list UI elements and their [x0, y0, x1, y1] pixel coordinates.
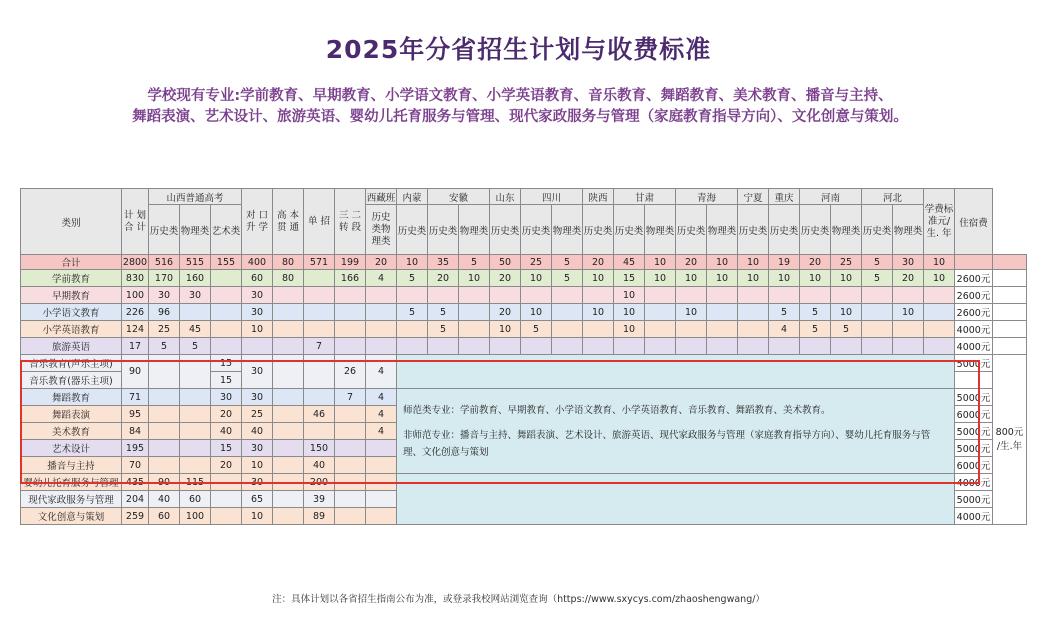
header-sichuan: 四川	[521, 189, 583, 205]
table-cell	[769, 338, 800, 355]
major-type-note	[397, 389, 955, 474]
header-qinghai: 青海	[676, 189, 738, 205]
header-fee: 学费标 准元/生. 年	[924, 189, 955, 255]
table-cell: 10	[521, 270, 552, 287]
table-cell: 10	[242, 321, 273, 338]
header-ah-history: 历史类	[428, 205, 459, 255]
table-cell: 5	[149, 338, 180, 355]
table-cell	[800, 287, 831, 304]
table-cell	[428, 287, 459, 304]
table-cell: 170	[149, 270, 180, 287]
table-cell	[552, 287, 583, 304]
header-xizang-sub: 历史 类物 理类	[366, 205, 397, 255]
table-cell	[335, 338, 366, 355]
header-ah-physics: 物理类	[459, 205, 490, 255]
header-anhui: 安徽	[428, 189, 490, 205]
table-cell: 60	[242, 270, 273, 287]
table-cell: 5	[397, 304, 428, 321]
table-cell	[273, 321, 304, 338]
table-cell	[738, 338, 769, 355]
table-cell	[707, 338, 738, 355]
table-cell	[924, 304, 955, 321]
table-cell	[645, 338, 676, 355]
table-cell: 20	[428, 270, 459, 287]
table-cell	[459, 338, 490, 355]
header-dorm: 住宿费	[955, 189, 993, 255]
table-cell	[924, 321, 955, 338]
header-hb-history: 历史类	[862, 205, 893, 255]
table-cell	[676, 321, 707, 338]
table-cell: 10	[831, 304, 862, 321]
table-cell: 10	[893, 304, 924, 321]
header-qh-physics: 物理类	[707, 205, 738, 255]
table-cell: 5	[800, 304, 831, 321]
header-qh-history: 历史类	[676, 205, 707, 255]
table-cell	[335, 321, 366, 338]
table-cell	[397, 338, 428, 355]
table-cell	[738, 287, 769, 304]
table-row-dance-education: 舞蹈教育 71 30 30 7 4 师范类专业：学前教育、早期教育、小学语文教育、小学英语教育、音乐教育、舞蹈教育、美术教育。 非师范专业：播音与主持、舞蹈表演、艺术设计、旅游英语、现代家政服务与管理（家庭教育指导方向）、婴幼儿托育服务与管理、文化创意与策划 5000元	[21, 389, 1027, 406]
table-row-art-design: 艺术设计 195 15 30 150 5000元	[21, 440, 1027, 457]
header-hebei: 河北	[862, 189, 924, 205]
table-cell: 10	[583, 270, 614, 287]
table-cell	[180, 304, 211, 321]
table-cell	[211, 287, 242, 304]
header-shaanxi: 陕西	[583, 189, 614, 205]
header-sc-physics: 物理类	[552, 205, 583, 255]
table-cell: 17	[122, 338, 149, 355]
table-cell: 30	[149, 287, 180, 304]
total-row: 合计 2800 516 515 155 400 80 571 199 20 10 35 5 50 25 5 20 45 10 20 10 10 19 20 25 5 30 10	[21, 255, 1027, 270]
table-row	[21, 321, 1027, 338]
table-cell	[862, 321, 893, 338]
table-cell	[862, 338, 893, 355]
table-cell: 830	[122, 270, 149, 287]
table-cell	[676, 338, 707, 355]
table-cell: 4	[366, 270, 397, 287]
header-snx-history: 历史类	[583, 205, 614, 255]
header-henan: 河南	[800, 189, 862, 205]
table-row	[21, 338, 1027, 355]
header-gs-history: 历史类	[614, 205, 645, 255]
header-sx-art: 艺术类	[211, 205, 242, 255]
row-category: 早期教育	[21, 287, 122, 304]
table-cell: 7	[304, 338, 335, 355]
table-cell	[614, 338, 645, 355]
table-cell	[304, 287, 335, 304]
header-row-1	[21, 189, 1027, 205]
row-category: 小学语文教育	[21, 304, 122, 321]
table-cell: 5	[769, 304, 800, 321]
table-row-cultural-creative: 文化创意与策划 259 60 100 10 89 4000元	[21, 508, 1027, 525]
table-cell	[211, 270, 242, 287]
header-sanerzhuan: 三 二 转 段	[335, 189, 366, 255]
table-row-music-instrument: 音乐教育(器乐主项) 15	[21, 372, 1027, 389]
table-cell: 10	[614, 287, 645, 304]
table-cell: 10	[459, 270, 490, 287]
table-cell: 45	[180, 321, 211, 338]
table-cell: 5	[428, 321, 459, 338]
table-cell	[428, 338, 459, 355]
row-category: 旅游英语	[21, 338, 122, 355]
table-row	[21, 270, 1027, 287]
header-sd-history: 历史类	[490, 205, 521, 255]
row-category: 学前教育	[21, 270, 122, 287]
table-cell	[924, 338, 955, 355]
header-ningxia: 宁夏	[738, 189, 769, 205]
table-cell	[211, 304, 242, 321]
header-hn-history: 历史类	[800, 205, 831, 255]
header-nx-history: 历史类	[738, 205, 769, 255]
table-cell	[800, 338, 831, 355]
header-hb-physics: 物理类	[893, 205, 924, 255]
table-cell: 5	[831, 321, 862, 338]
table-cell: 20	[490, 270, 521, 287]
table-cell: 10	[490, 321, 521, 338]
table-cell	[738, 304, 769, 321]
table-cell	[366, 321, 397, 338]
table-cell: 96	[149, 304, 180, 321]
header-gaoben: 高 本 贯 通	[273, 189, 304, 255]
table-cell	[459, 321, 490, 338]
table-row-broadcasting: 播音与主持 70 20 10 40 6000元	[21, 457, 1027, 474]
table-cell: 25	[149, 321, 180, 338]
header-shanxi: 山西普通高考	[149, 189, 242, 205]
table-cell	[583, 321, 614, 338]
table-cell	[335, 287, 366, 304]
table-cell	[304, 270, 335, 287]
table-cell	[893, 287, 924, 304]
footnote: 注：具体计划以各省招生指南公布为准，或登录我校网站浏览查询（https://www.sxycys.com/zhaoshengwang/）	[272, 594, 765, 605]
header-sx-physics: 物理类	[180, 205, 211, 255]
table-cell: 10	[614, 321, 645, 338]
table-cell: 10	[614, 304, 645, 321]
table-cell: 166	[335, 270, 366, 287]
table-cell	[676, 287, 707, 304]
table-cell	[459, 304, 490, 321]
non-normal-majors-note: 非师范专业：播音与主持、舞蹈表演、艺术设计、旅游英语、现代家政服务与管理（家庭教育指导方向）、婴幼儿托育服务与管理、文化创意与策划	[403, 429, 931, 458]
table-cell: 10	[645, 270, 676, 287]
table-cell	[552, 338, 583, 355]
row-fee: 2600元	[955, 287, 993, 304]
table-cell	[242, 338, 273, 355]
table-cell: 10	[707, 270, 738, 287]
table-row-fine-art: 美术教育 84 40 40 4 5000元	[21, 423, 1027, 440]
table-cell	[490, 338, 521, 355]
header-chongqing: 重庆	[769, 189, 800, 205]
table-cell: 160	[180, 270, 211, 287]
header-cq-history: 历史类	[769, 205, 800, 255]
header-plan-total: 计 划 合 计	[122, 189, 149, 255]
table-cell	[707, 321, 738, 338]
table-cell: 5	[552, 270, 583, 287]
row-category: 小学英语教育	[21, 321, 122, 338]
table-cell: 5	[428, 304, 459, 321]
table-cell	[583, 338, 614, 355]
table-row-household: 现代家政服务与管理 204 40 60 65 39 5000元	[21, 491, 1027, 508]
table-cell	[490, 287, 521, 304]
table-cell	[707, 304, 738, 321]
table-cell: 30	[180, 287, 211, 304]
header-neimeng: 内蒙	[397, 189, 428, 205]
table-cell	[583, 287, 614, 304]
table-cell	[924, 287, 955, 304]
table-cell	[552, 321, 583, 338]
page-title: 2025年分省招生计划与收费标准	[325, 35, 712, 64]
table-cell: 10	[521, 304, 552, 321]
table-cell: 15	[614, 270, 645, 287]
table-cell: 20	[490, 304, 521, 321]
majors-line-1: 学校现有专业:学前教育、早期教育、小学语文教育、小学英语教育、音乐教育、舞蹈教育、美术教育、播音与主持、	[147, 88, 893, 104]
majors-line-2: 舞蹈表演、艺术设计、旅游英语、婴幼儿托育服务与管理、现代家政服务与管理（家庭教育指导方向）、文化创意与策划。	[132, 109, 908, 125]
table-cell	[366, 287, 397, 304]
table-cell	[521, 287, 552, 304]
table-cell: 10	[676, 304, 707, 321]
header-xizang: 西藏班	[366, 189, 397, 205]
table-cell: 30	[242, 304, 273, 321]
table-cell	[645, 287, 676, 304]
table-cell	[273, 338, 304, 355]
table-cell	[862, 287, 893, 304]
table-cell	[645, 304, 676, 321]
table-cell: 30	[242, 287, 273, 304]
table-row	[21, 287, 1027, 304]
header-shandong: 山东	[490, 189, 521, 205]
table-cell	[211, 338, 242, 355]
table-cell	[366, 304, 397, 321]
table-cell	[521, 338, 552, 355]
enrollment-plan-table	[20, 188, 1027, 525]
table-cell	[273, 287, 304, 304]
table-cell: 20	[893, 270, 924, 287]
table-cell: 10	[924, 270, 955, 287]
row-fee: 4000元	[955, 338, 993, 355]
header-category: 类别	[21, 189, 122, 255]
header-nm-history: 历史类	[397, 205, 428, 255]
header-gansu: 甘肃	[614, 189, 676, 205]
normal-majors-note: 师范类专业：学前教育、早期教育、小学语文教育、小学英语教育、音乐教育、舞蹈教育、美术教育。	[403, 404, 831, 416]
table-cell	[862, 304, 893, 321]
table-cell: 5	[800, 321, 831, 338]
table-row-infant-care: 婴幼儿托育服务与管理 435 90 115 30 200 4000元	[21, 474, 1027, 491]
table-cell	[738, 321, 769, 338]
dorm-fee: 800元 /生.年	[993, 355, 1027, 525]
header-danzhao: 单 招	[304, 189, 335, 255]
table-cell	[552, 304, 583, 321]
header-duikou: 对 口 升 学	[242, 189, 273, 255]
table-cell: 10	[738, 270, 769, 287]
table-cell: 4	[769, 321, 800, 338]
table-cell: 5	[180, 338, 211, 355]
table-cell	[831, 338, 862, 355]
table-cell	[893, 338, 924, 355]
table-cell	[459, 287, 490, 304]
row-fee: 4000元	[955, 321, 993, 338]
table-cell	[769, 287, 800, 304]
table-cell	[831, 287, 862, 304]
header-hn-physics: 物理类	[831, 205, 862, 255]
header-row-2	[21, 205, 1027, 227]
table-cell: 5	[397, 270, 428, 287]
table-cell: 10	[831, 270, 862, 287]
table-cell: 124	[122, 321, 149, 338]
majors-list	[40, 86, 1000, 128]
row-fee: 2600元	[955, 304, 993, 321]
table-cell: 100	[122, 287, 149, 304]
table-cell: 10	[583, 304, 614, 321]
table-cell	[397, 287, 428, 304]
header-sx-history: 历史类	[149, 205, 180, 255]
table-cell	[273, 304, 304, 321]
table-cell: 226	[122, 304, 149, 321]
table-cell: 5	[521, 321, 552, 338]
table-cell	[707, 287, 738, 304]
table-cell	[366, 338, 397, 355]
table-cell	[304, 304, 335, 321]
table-cell: 10	[769, 270, 800, 287]
header-sc-history: 历史类	[521, 205, 552, 255]
table-row	[21, 304, 1027, 321]
table-cell: 80	[273, 270, 304, 287]
table-cell	[335, 304, 366, 321]
table-cell: 10	[800, 270, 831, 287]
table-cell	[645, 321, 676, 338]
table-cell	[893, 321, 924, 338]
table-cell: 5	[862, 270, 893, 287]
row-fee: 2600元	[955, 270, 993, 287]
table-cell	[304, 321, 335, 338]
header-gs-physics: 物理类	[645, 205, 676, 255]
table-cell	[211, 321, 242, 338]
table-cell	[397, 321, 428, 338]
table-cell: 10	[676, 270, 707, 287]
table-row-music-voice: 音乐教育(声乐主项) 90 15 30 26 4 5000元 800元 /生.年	[21, 355, 1027, 372]
table-row-dance-performance: 舞蹈表演 95 20 25 46 4 6000元	[21, 406, 1027, 423]
